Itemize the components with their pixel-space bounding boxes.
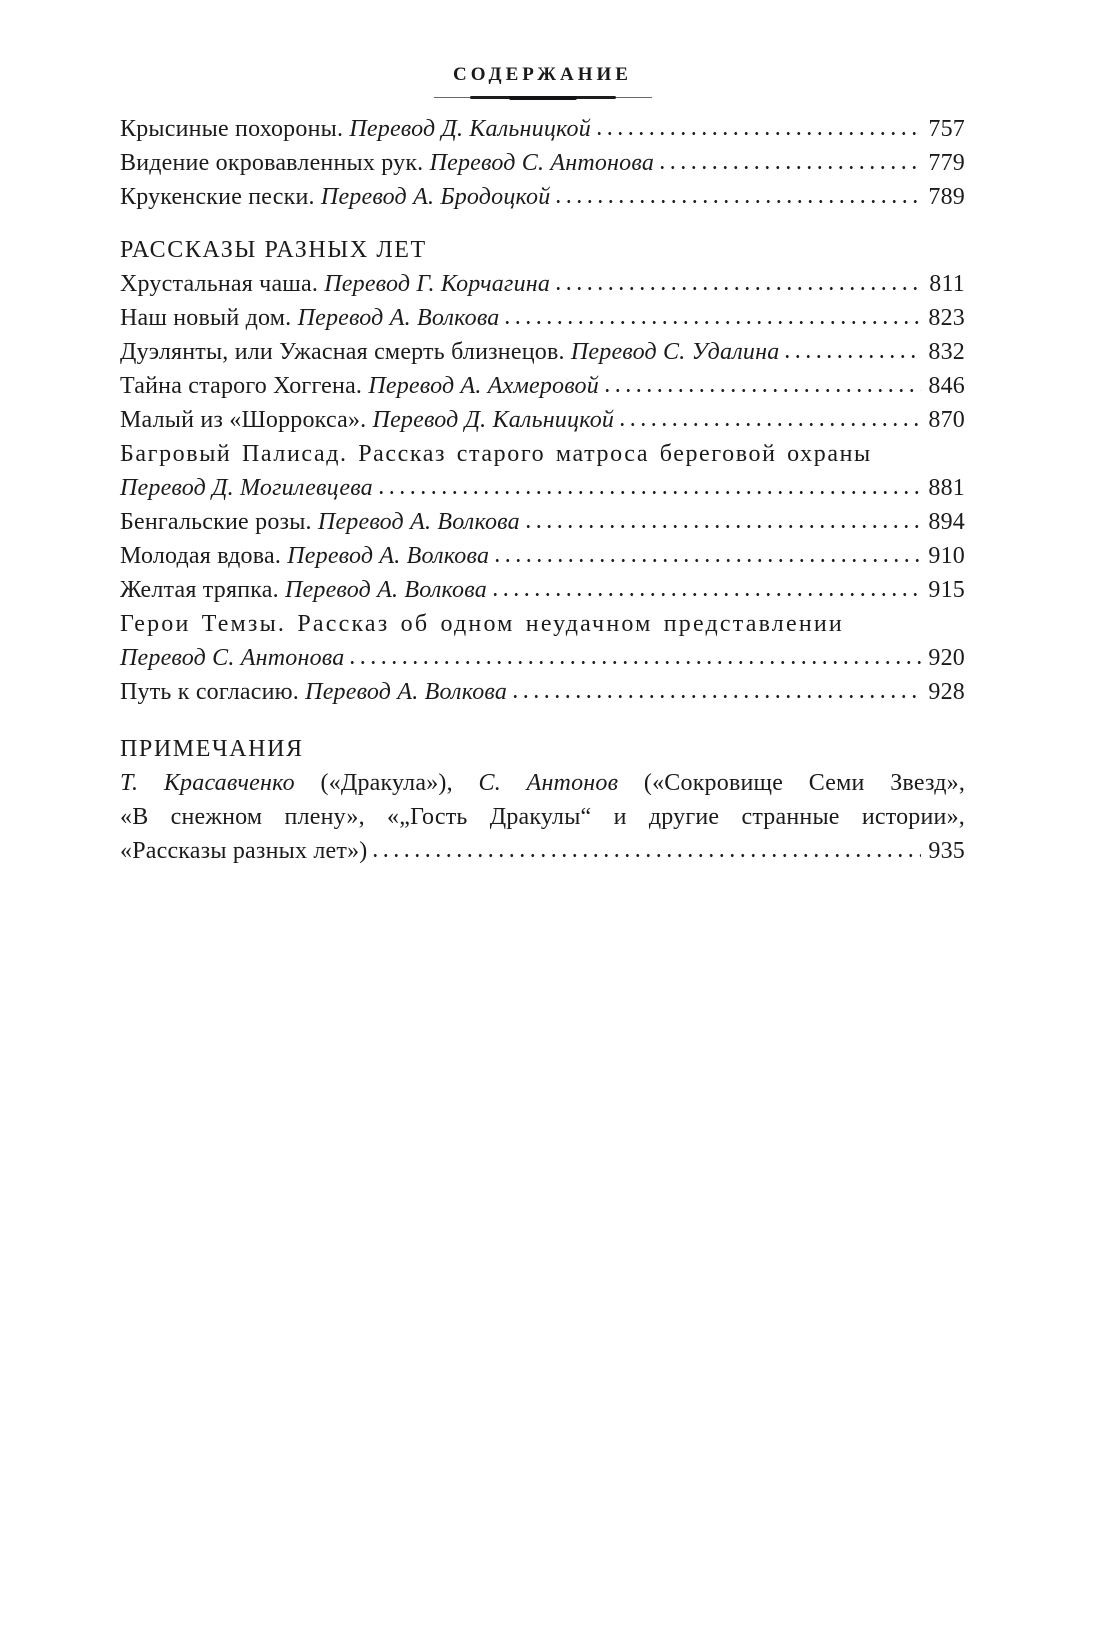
toc-list xyxy=(120,112,965,868)
entry-text: Наш новый дом. Перевод А. Волкова xyxy=(120,305,500,331)
notes-line xyxy=(120,766,965,800)
page-number: 811 xyxy=(929,271,965,297)
translator-credit: Перевод А. Волкова xyxy=(305,679,508,705)
entry-text: Крукенские пески. Перевод А. Бродоцкой xyxy=(120,184,551,210)
entry-text: «Рассказы разных лет») xyxy=(120,838,368,864)
translator-credit: Перевод А. Ахмеровой xyxy=(368,373,599,399)
page-number: 881 xyxy=(928,475,965,501)
toc-entry xyxy=(120,335,965,369)
translator-credit: Перевод А. Волкова xyxy=(317,509,520,535)
dot-leader xyxy=(617,422,921,427)
toc-entry xyxy=(120,369,965,403)
dot-leader xyxy=(553,286,922,291)
dot-leader xyxy=(370,853,921,858)
translator-credit: Перевод С. Удалина xyxy=(570,339,780,365)
toc-entry xyxy=(120,539,965,573)
dot-leader xyxy=(657,165,921,170)
entry-text: Путь к согласию. Перевод А. Волкова xyxy=(120,679,508,705)
translator-credit: Перевод Д. Могилевцева xyxy=(120,475,373,501)
editor-name: Т. Красавченко xyxy=(120,770,295,796)
notes-entry xyxy=(120,834,965,868)
page-number: 870 xyxy=(928,407,965,433)
entry-text: Бенгальские розы. Перевод А. Волкова xyxy=(120,509,520,535)
toc-entry-title-line: Багровый Палисад. Рассказ старого матроса береговой охраны xyxy=(120,441,872,467)
toc-entry xyxy=(120,403,965,437)
translator-credit: Перевод А. Волкова xyxy=(285,577,487,603)
page-number: 757 xyxy=(928,116,965,142)
entry-text: Молодая вдова. Перевод А. Волкова xyxy=(120,543,490,569)
page-number: 910 xyxy=(928,543,965,569)
dot-leader xyxy=(502,320,921,325)
translator-credit: Перевод С. Антонова xyxy=(120,645,345,671)
page-number: 779 xyxy=(928,150,965,176)
notes-text: («Дракула»), xyxy=(294,770,479,796)
dot-leader xyxy=(347,660,921,665)
page-number: 935 xyxy=(928,838,965,864)
page-number: 894 xyxy=(928,509,965,535)
rule-center-bar xyxy=(509,96,577,100)
entry-text: Малый из «Шоррокса». Перевод Д. Кальницкой xyxy=(120,407,615,433)
page-number: 789 xyxy=(928,184,965,210)
dot-leader xyxy=(782,354,921,359)
toc-entry-title-line: Герои Темзы. Рассказ об одном неудачном представлении xyxy=(120,611,844,637)
dot-leader xyxy=(602,388,921,393)
dot-leader xyxy=(553,199,921,204)
translator-credit: Перевод Г. Корчагина xyxy=(324,271,551,297)
dot-leader xyxy=(594,131,921,136)
editor-name: С. Антонов xyxy=(478,770,619,796)
translator-credit: Перевод С. Антонова xyxy=(429,150,655,176)
toc-entry xyxy=(120,146,965,180)
dot-leader xyxy=(523,524,922,529)
entry-text: Желтая тряпка. Перевод А. Волкова xyxy=(120,577,487,603)
page-number: 920 xyxy=(928,645,965,671)
translator-credit: Перевод А. Бродоцкой xyxy=(320,184,551,210)
toc-entry xyxy=(120,301,965,335)
toc-entry xyxy=(120,180,965,214)
notes-line: «В снежном плену», «„Гость Дракулы“ и другие странные истории», xyxy=(120,804,965,830)
dot-leader xyxy=(510,694,921,699)
section-header: РАССКАЗЫ РАЗНЫХ ЛЕТ xyxy=(120,237,427,263)
section-header-notes: ПРИМЕЧАНИЯ xyxy=(120,736,304,762)
toc-entry xyxy=(120,267,965,301)
translator-credit: Перевод А. Волкова xyxy=(287,543,490,569)
page-number: 846 xyxy=(928,373,965,399)
page-number: 915 xyxy=(928,577,965,603)
entry-text: Крысиные похороны. Перевод Д. Кальницкой xyxy=(120,116,591,142)
entry-text: Видение окровавленных рук. Перевод С. Антонова xyxy=(120,150,655,176)
toc-entry xyxy=(120,641,965,675)
dot-leader xyxy=(492,558,921,563)
toc-content xyxy=(120,0,965,868)
notes-text: («Сокровище Семи Звезд», xyxy=(618,770,966,796)
toc-entry xyxy=(120,573,965,607)
dot-leader xyxy=(376,490,922,495)
dot-leader xyxy=(490,592,921,597)
toc-entry xyxy=(120,675,965,709)
entry-text: Тайна старого Хоггена. Перевод А. Ахмеровой xyxy=(120,373,599,399)
entry-text xyxy=(120,471,373,505)
toc-entry xyxy=(120,112,965,146)
translator-credit: Перевод Д. Кальницкой xyxy=(372,407,615,433)
page-number: 928 xyxy=(928,679,965,705)
entry-text: Дуэлянты, или Ужасная смерть близнецов. Перевод С. Удалина xyxy=(120,339,780,365)
toc-entry xyxy=(120,505,965,539)
page-title: СОДЕРЖАНИЕ xyxy=(453,64,632,85)
entry-text xyxy=(120,641,344,675)
page-number: 823 xyxy=(928,305,965,331)
toc-entry xyxy=(120,471,965,505)
entry-text: Хрустальная чаша. Перевод Г. Корчагина xyxy=(120,271,551,297)
translator-credit: Перевод А. Волкова xyxy=(297,305,500,331)
translator-credit: Перевод Д. Кальницкой xyxy=(349,116,591,142)
ornamental-rule xyxy=(434,95,652,101)
page-number: 832 xyxy=(928,339,965,365)
